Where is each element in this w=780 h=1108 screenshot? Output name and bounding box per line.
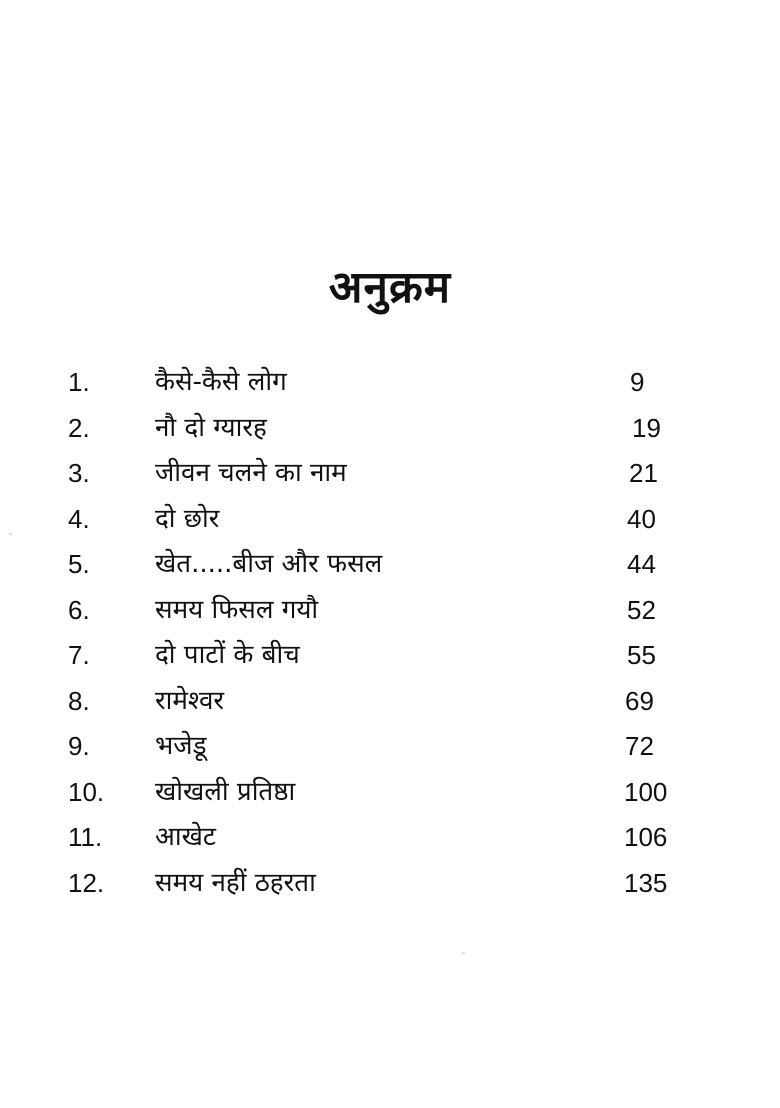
toc-entry-page: 55 xyxy=(627,640,656,670)
toc-entry-title: समय फिसल गयौ xyxy=(155,594,319,625)
toc-entry-title: नौ दो ग्यारह xyxy=(155,412,267,443)
toc-entry xyxy=(0,863,780,909)
toc-entry-title: दो छोर xyxy=(155,503,220,534)
toc-entry-page: 40 xyxy=(627,503,656,534)
toc-entry-page: 52 xyxy=(627,594,656,625)
toc-entry xyxy=(0,726,780,772)
toc-entry-title: भजेडू xyxy=(155,731,207,761)
toc-entry-title: जीवन चलने का नाम xyxy=(155,458,347,488)
toc-entry-page: 135 xyxy=(624,867,668,898)
toc-entry xyxy=(0,362,780,408)
toc-entry xyxy=(0,772,780,818)
toc-entry-page: 106 xyxy=(624,822,668,852)
toc-entry-number: 9. xyxy=(68,731,90,761)
toc-entry-number: 7. xyxy=(68,640,90,670)
toc-entry-number: 5. xyxy=(68,549,90,579)
toc-entry-title: समय नहीं ठहरता xyxy=(155,867,316,898)
toc-entry-page: 19 xyxy=(632,412,661,443)
toc-entry-title: रामेश्वर xyxy=(155,685,225,716)
toc-entry xyxy=(0,499,780,545)
toc-entry xyxy=(0,817,780,863)
toc-entry-title: कैसे-कैसे लोग xyxy=(155,367,287,397)
toc-entry xyxy=(0,635,780,681)
toc-entry-number: 11. xyxy=(68,822,103,852)
toc-entry-number: 2. xyxy=(68,412,90,443)
toc-entry-number: 4. xyxy=(68,503,90,534)
toc-entry-number: 10. xyxy=(68,776,105,807)
toc-entry xyxy=(0,681,780,727)
toc-entry xyxy=(0,544,780,590)
toc-entry-title: दो पाटों के बीच xyxy=(155,640,300,670)
toc-entry-title: खेत.....बीज और फसल xyxy=(155,549,383,579)
toc-entry-number: 6. xyxy=(68,594,90,625)
toc-entry-number: 8. xyxy=(68,685,90,716)
toc-entry-title: आखेट xyxy=(155,822,216,852)
scan-artifact xyxy=(9,533,12,535)
toc-entry-page: 21 xyxy=(629,458,658,488)
page-title: अनुक्रम xyxy=(328,262,452,313)
toc-entry-page: 44 xyxy=(627,549,656,579)
toc-entry-title: खोखली प्रतिष्ठा xyxy=(155,776,296,807)
toc-entry-page: 9 xyxy=(630,367,645,397)
scan-artifact xyxy=(462,952,465,954)
toc-entry-number: 12. xyxy=(68,867,105,898)
toc-entry-number: 3. xyxy=(68,458,90,488)
table-of-contents xyxy=(0,362,780,908)
toc-entry xyxy=(0,453,780,499)
toc-entry xyxy=(0,408,780,454)
toc-entry-number: 1. xyxy=(68,367,90,397)
toc-entry-page: 72 xyxy=(625,731,654,761)
toc-entry xyxy=(0,590,780,636)
toc-entry-page: 69 xyxy=(625,685,654,716)
toc-entry-page: 100 xyxy=(624,776,668,807)
